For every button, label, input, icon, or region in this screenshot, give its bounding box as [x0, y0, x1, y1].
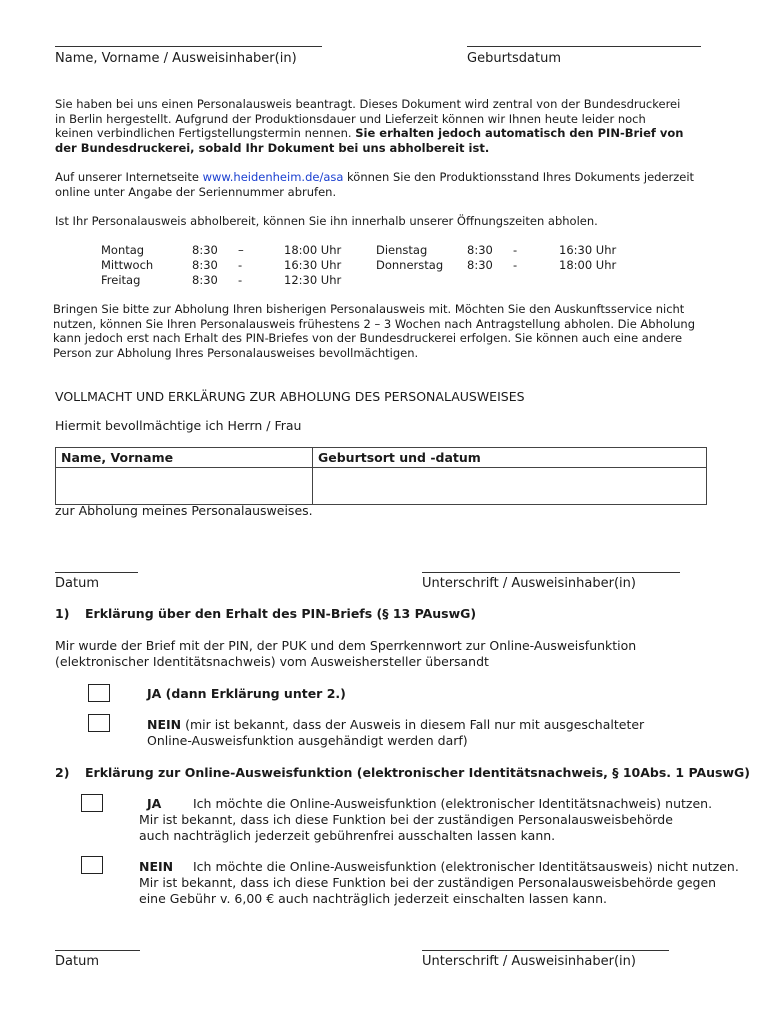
pin-nein-checkbox[interactable] [88, 714, 110, 732]
hours-dash: - [513, 258, 518, 272]
signature-label-2: Unterschrift / Ausweisinhaber(in) [422, 954, 636, 969]
pin-nein-label [147, 717, 677, 749]
eid-nein-checkbox[interactable] [81, 856, 103, 874]
hours-to: 18:00 Uhr [284, 243, 342, 257]
intro-bold-text: Sie erhalten jedoch automatisch den PIN-Brief von der Bundesdruckerei, sobald Ihr Dokument bei uns abholbereit ist. [55, 126, 684, 155]
website-suffix: können Sie den Produktionsstand Ihres Dokuments jederzeit online unter Angabe der Seriennummer abrufen. [55, 170, 695, 199]
col-birth-header: Geburtsort und -datum [313, 448, 707, 468]
pickup-note: Bringen Sie bitte zur Abholung Ihren bisherigen Personalausweis mit. Möchten Sie den Auskunftsservice nicht nutzen, können Sie Ihren Personalausweis frühestens 2 – 3 Wochen nach Antragstellung abholen. Die Abholung kann jedoch erst nach Erhalt des PIN-Briefes von der Bundesdruckerei erfolgen. Sie können auch eine andere Person zur Abholung Ihres Personalausweises bevollmächtigen. [53, 302, 695, 360]
pin-ja-checkbox[interactable] [88, 684, 110, 702]
hours-dash: - [238, 258, 243, 272]
col-name-header: Name, Vorname [56, 448, 313, 468]
date-line-1 [55, 572, 138, 573]
date-line-2 [55, 950, 140, 951]
hours-to: 12:30 Uhr [284, 273, 342, 287]
vollmacht-title: VOLLMACHT UND ERKLÄRUNG ZUR ABHOLUNG DES PERSONALAUSWEISES [55, 389, 525, 404]
hours-to: 16:30 Uhr [284, 258, 342, 272]
hours-dash: - [513, 243, 518, 257]
opening-hours [0, 243, 770, 291]
section1-title: Erklärung über den Erhalt des PIN-Briefs (§ 13 PAuswG) [85, 606, 477, 621]
proxy-table [55, 447, 707, 505]
date-label-2: Datum [55, 954, 99, 969]
hours-from: 8:30 [192, 243, 218, 257]
hours-to: 18:00 Uhr [559, 258, 617, 272]
intro-text: Sie haben bei uns einen Personalausweis beantragt. Dieses Dokument wird zentral von der Bundesdruckerei in Berlin hergestellt. Aufgrund der Produktionsdauer und Lieferzeit können wir Ihnen heute leider noch keinen verbindlichen Fertigstellungstermin nennen. [55, 97, 681, 140]
intro-paragraph [55, 97, 685, 155]
name-label: Name, Vorname / Ausweisinhaber(in) [55, 51, 297, 66]
birthdate-line [467, 46, 701, 47]
eid-ja-checkbox[interactable] [81, 794, 103, 812]
website-link[interactable]: www.heidenheim.de/asa [202, 170, 344, 184]
hours-day: Donnerstag [376, 258, 444, 272]
signature-line-2 [422, 950, 669, 951]
eid-nein-bold: NEIN [139, 859, 174, 874]
eid-ja-line1: Ich möchte die Online-Ausweisfunktion (elektronischer Identitätsnachweis) nutzen. [193, 796, 713, 811]
date-label-1: Datum [55, 576, 99, 591]
name-line [55, 46, 322, 47]
proxy-birth-field[interactable] [313, 468, 707, 505]
vollmacht-intro: Hiermit bevollmächtige ich Herrn / Frau [55, 418, 302, 433]
pickup-info: Ist Ihr Personalausweis abholbereit, können Sie ihn innerhalb unserer Öffnungszeiten abholen. [55, 214, 598, 228]
website-paragraph [55, 170, 705, 199]
pin-nein-text: (mir ist bekannt, dass der Ausweis in diesem Fall nur mit ausgeschalteter Online-Ausweisfunktion ausgehändigt werden darf) [147, 717, 645, 748]
signature-label-1: Unterschrift / Ausweisinhaber(in) [422, 576, 636, 591]
hours-day: Freitag [101, 273, 141, 287]
birthdate-label: Geburtsdatum [467, 51, 561, 66]
pin-ja-label: JA (dann Erklärung unter 2.) [147, 686, 346, 701]
website-prefix: Auf unserer Internetseite [55, 170, 203, 184]
eid-ja-line2: Mir ist bekannt, dass ich diese Funktion bei der zuständigen Personalausweisbehörde [139, 812, 673, 827]
eid-ja-bold: JA [147, 796, 162, 811]
eid-nein-line3: eine Gebühr v. 6,00 € auch nachträglich jederzeit einschalten lassen kann. [139, 891, 607, 906]
hours-day: Mittwoch [101, 258, 154, 272]
hours-dash: – [238, 243, 244, 257]
vollmacht-after: zur Abholung meines Personalausweises. [55, 503, 313, 518]
section2-number: 2) [55, 765, 70, 780]
section1-number: 1) [55, 606, 70, 621]
hours-day: Dienstag [376, 243, 428, 257]
hours-from: 8:30 [467, 258, 493, 272]
section2-title: Erklärung zur Online-Ausweisfunktion (elektronischer Identitätsnachweis, § 10Abs. 1 PAuswG) [85, 765, 750, 780]
hours-from: 8:30 [467, 243, 493, 257]
proxy-name-field[interactable] [56, 468, 313, 505]
signature-line-1 [422, 572, 680, 573]
hours-day: Montag [101, 243, 145, 257]
pin-nein-bold: NEIN [147, 717, 182, 732]
eid-nein-line1: Ich möchte die Online-Ausweisfunktion (elektronischer Identitätsausweis) nicht nutzen. [193, 859, 739, 874]
hours-from: 8:30 [192, 258, 218, 272]
eid-ja-line3: auch nachträglich jederzeit gebührenfrei ausschalten lassen kann. [139, 828, 556, 843]
hours-from: 8:30 [192, 273, 218, 287]
eid-nein-line2: Mir ist bekannt, dass ich diese Funktion bei der zuständigen Personalausweisbehörde gegen [139, 875, 717, 890]
section1-text: Mir wurde der Brief mit der PIN, der PUK und dem Sperrkennwort zur Online-Ausweisfunktion (elektronischer Identitätsnachweis) vom Ausweishersteller übersandt [55, 638, 637, 669]
hours-to: 16:30 Uhr [559, 243, 617, 257]
hours-dash: - [238, 273, 243, 287]
